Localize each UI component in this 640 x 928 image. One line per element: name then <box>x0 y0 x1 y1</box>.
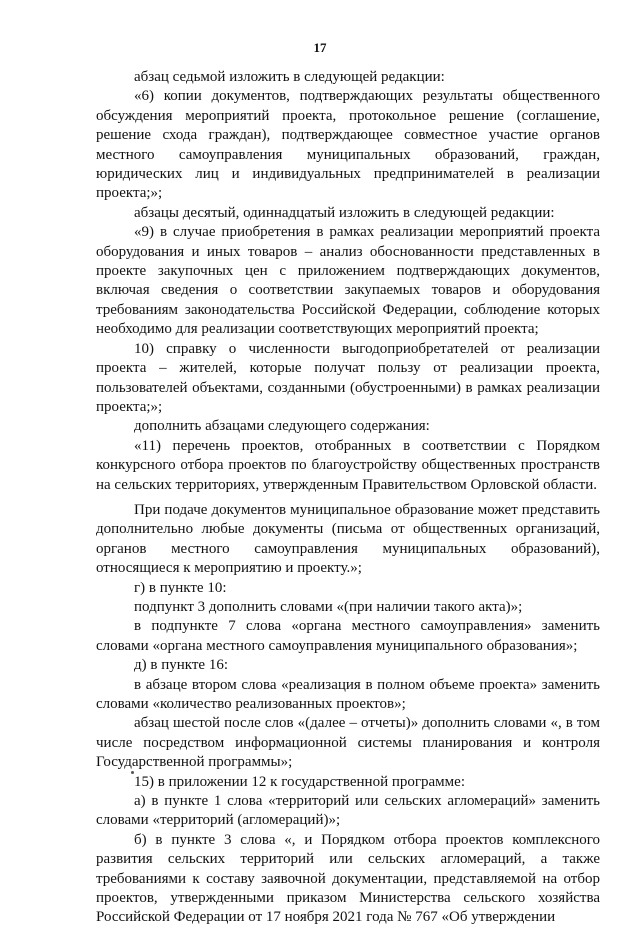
paragraph-15: 15) в приложении 12 к государственной программе: <box>134 773 465 790</box>
paragraph-3: абзацы десятый, одиннадцатый изложить в следующей редакции: <box>134 204 555 221</box>
document-body <box>96 68 600 928</box>
paragraph-10: подпункт 3 дополнить словами «(при наличии такого акта)»; <box>134 598 523 615</box>
paragraph-2: «6) копии документов, подтверждающих результаты общественного обсуждения мероприятий проекта, протокольное решение (соглашение, решение схода граждан), подтверждающее совместное участие органов местного самоуправления муниципальных образований, граждан, юридических лиц и индивидуальных предпринимателей в реализации проекта;»; <box>96 88 600 202</box>
paragraph-11: в подпункте 7 слова «органа местного самоуправления» заменить словами «органа местного самоуправления муниципального образования»; <box>96 618 600 654</box>
paragraph-13: в абзаце втором слова «реализация в полном объеме проекта» заменить словами «количество реализованных проектов»; <box>96 676 600 712</box>
paragraph-7: «11) перечень проектов, отобранных в соответствии с Порядком конкурсного отбора проектов по благоустройству общественных пространств на сельских территориях, утвержденным Правительством Орловской области. <box>96 437 600 493</box>
paragraph-14: абзац шестой после слов «(далее – отчеты)» дополнить словами «, в том числе посредством информационной системы планирования и контроля Государственной программы»; <box>96 715 600 771</box>
page-number: 17 <box>313 40 327 55</box>
paragraph-5: 10) справку о численности выгодоприобретателей от реализации проекта – жителей, которые получат пользу от реализации проекта, пользователей объектами, созданными (обустроенными) в рамках реализации проекта;»; <box>96 340 600 415</box>
paragraph-1: абзац седьмой изложить в следующей редакции: <box>134 69 445 85</box>
paragraph-6: дополнить абзацами следующего содержания: <box>134 418 430 435</box>
paragraph-9: г) в пункте 10: <box>134 579 227 596</box>
paragraph-8: При подаче документов муниципальное образование может представить дополнительно любые документы (письма от общественных организаций, органов местного самоуправления муниципальных образований), относящиеся к мероприятию и проекту.»; <box>96 501 600 577</box>
paragraph-16: а) в пункте 1 слова «территорий или сельских агломераций» заменить словами «территорий (агломераций)»; <box>96 793 600 829</box>
paragraph-12: д) в пункте 16: <box>134 657 228 674</box>
paragraph-17: б) в пункте 3 слова «, и Порядком отбора проектов комплексного развития сельских территорий или сельских агломераций, а также требованиями к составу заявочной документации, представляемой на отбор проектов, утвержденными приказом Министерства сельского хозяйства Российской Федерации от 17 ноября 2021 года № 767 «Об утверждении <box>96 831 600 926</box>
scan-speck <box>131 771 134 774</box>
paragraph-4: «9) в случае приобретения в рамках реализации мероприятий проекта оборудования и иных товаров – анализ обоснованности представленных в проекте закупочных цен с приложением подтверждающих документов, включая сведения о соответствии закупаемых товаров и оборудования требованиям законодательства Российской Федерации, соблюдение которых необходимо для реализации соответствующих мероприятий проекта; <box>96 224 600 338</box>
